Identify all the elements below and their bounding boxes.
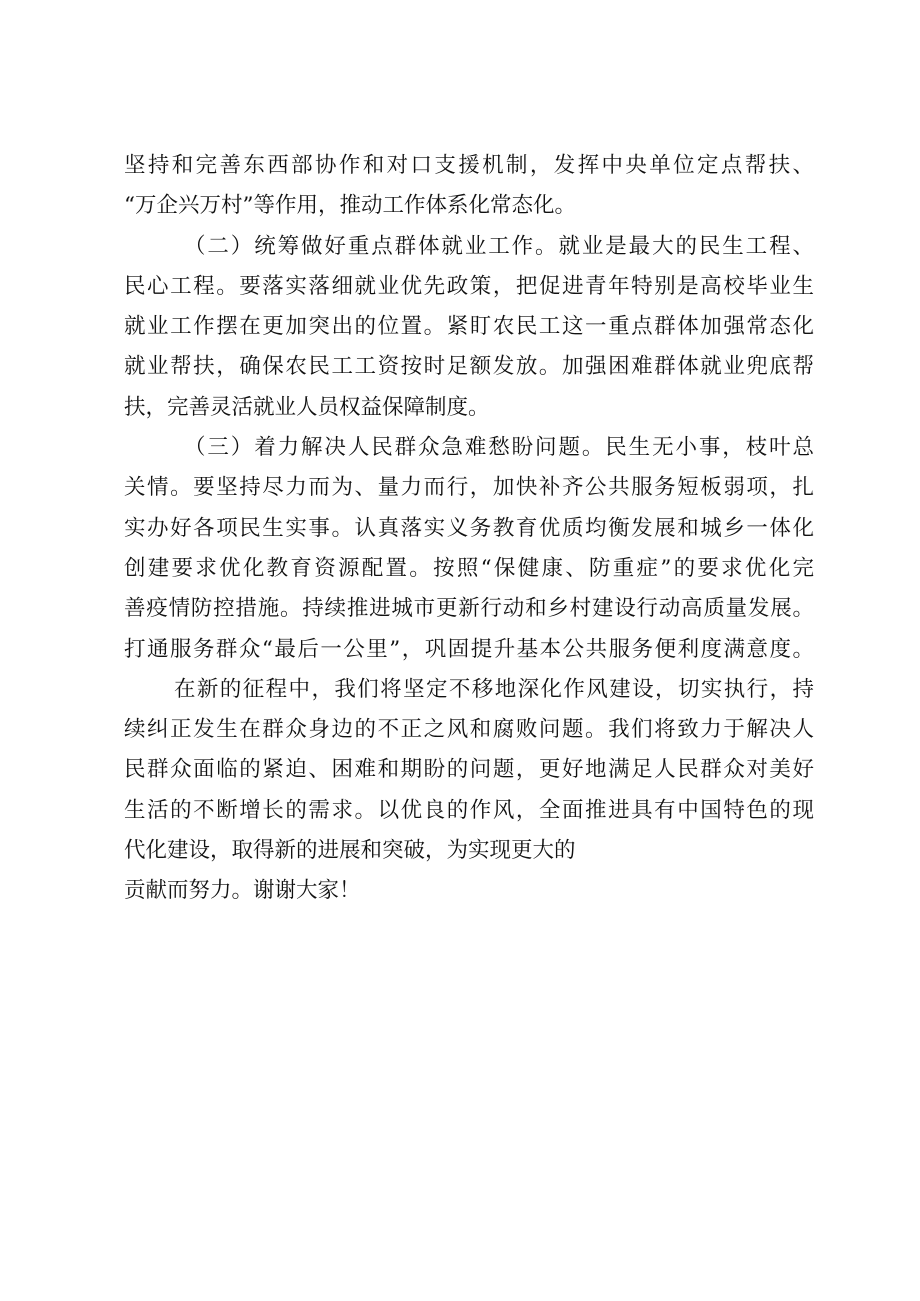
paragraph-2-line-4: 就业帮扶，确保农民工工资按时足额发放。加强困难群体就业兜底帮 [124, 354, 814, 380]
paragraph-2-line-1: （二）统筹做好重点群体就业工作。就业是最大的民生工程、 [184, 233, 814, 259]
paragraph-3-line-3: 实办好各项民生实事。认真落实义务教育优质均衡发展和城乡一体化 [124, 515, 814, 541]
paragraph-3-line-2: 关情。要坚持尽力而为、量力而行，加快补齐公共服务短板弱项，扎 [124, 475, 814, 501]
paragraph-4-line-2: 续纠正发生在群众身边的不正之风和腐败问题。我们将致力于解决人 [124, 717, 814, 743]
paragraph-4-line-1: 在新的征程中，我们将坚定不移地深化作风建设，切实执行，持 [174, 676, 814, 702]
paragraph-4-line-3: 民群众面临的紧迫、困难和期盼的问题，更好地满足人民群众对美好 [124, 757, 814, 783]
paragraph-4-line-5: 代化建设，取得新的进展和突破，为实现更大的 [124, 838, 576, 864]
paragraph-4-line-6: 贡献而努力。谢谢大家！ [124, 878, 361, 904]
paragraph-3-line-1: （三）着力解决人民群众急难愁盼问题。民生无小事，枝叶总 [184, 435, 814, 461]
document-body [124, 146, 814, 912]
paragraph-1-line-1: 坚持和完善东西部协作和对口支援机制，发挥中央单位定点帮扶、 [124, 153, 814, 178]
paragraph-4-line-4: 生活的不断增长的需求。以优良的作风，全面推进具有中国特色的现 [124, 797, 814, 823]
paragraph-1-line-2: “万企兴万村”等作用，推动工作体系化常态化。 [124, 193, 576, 219]
paragraph-3-line-4: 创建要求优化教育资源配置。按照“保健康、防重症”的要求优化完 [124, 555, 814, 581]
paragraph-3-line-6: 打通服务群众“最后一公里”，巩固提升基本公共服务便利度满意度。 [124, 636, 814, 662]
paragraph-2-line-2: 民心工程。要落实落细就业优先政策，把促进青年特别是高校毕业生 [124, 273, 814, 299]
paragraph-3-line-5: 善疫情防控措施。持续推进城市更新行动和乡村建设行动高质量发展。 [124, 596, 814, 622]
paragraph-2-line-5: 扶，完善灵活就业人员权益保障制度。 [124, 394, 490, 420]
paragraph-2-line-3: 就业工作摆在更加突出的位置。紧盯农民工这一重点群体加强常态化 [124, 314, 814, 340]
